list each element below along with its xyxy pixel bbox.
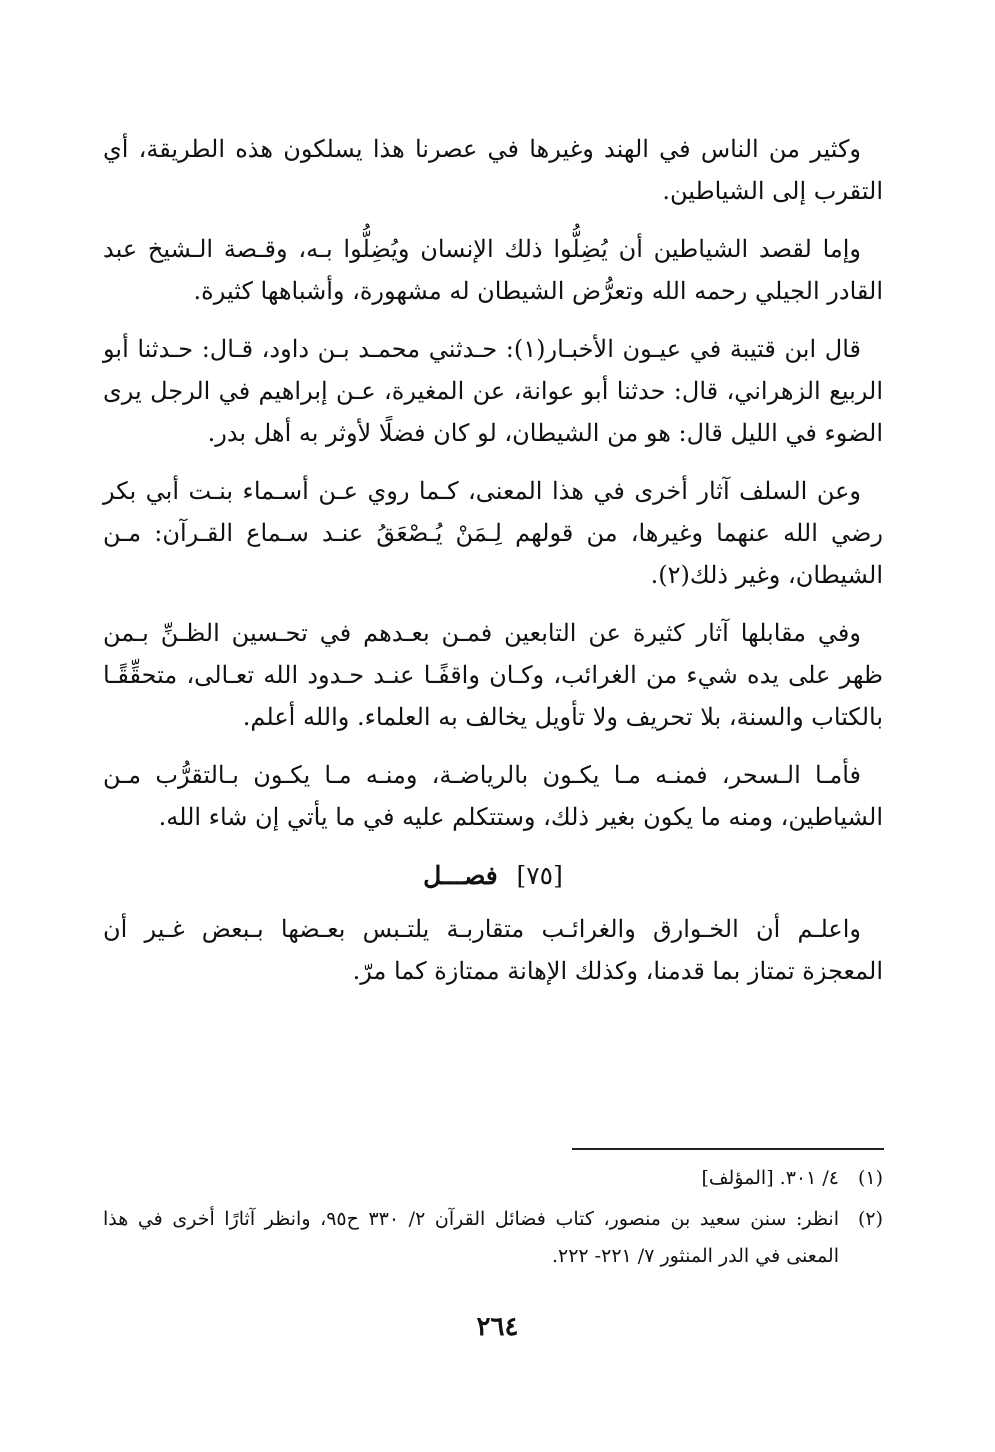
footnotes xyxy=(103,1160,883,1279)
footnote-divider xyxy=(572,1148,884,1150)
section-title: فصـــل xyxy=(423,861,498,890)
paragraph-6: فأمـا الـسحر، فمنـه مـا يكـون بالرياضـة، ومنـه مـا يكـون بـالتقرُّب مـن الشياطين، ومنه ما يكون بغير ذلك، وستتكلم عليه في ما يأتي إن شاء الله. xyxy=(103,761,883,831)
footnote-2-number: (٢) xyxy=(857,1208,883,1230)
paragraph-2: وإما لقصد الشياطين أن يُضِلُّوا ذلك الإنسان ويُضِلُّوا بـه، وقـصة الـشيخ عبد القادر الجيلي رحمه الله وتعرُّض الشيطان له مشهورة، وأشباهها كثيرة. xyxy=(103,235,883,305)
main-text xyxy=(103,128,883,1008)
paragraph-3: قال ابن قتيبة في عيـون الأخبـار(١): حـدثني محمـد بـن داود، قـال: حـدثنا أبو الربيع الزهراني، قال: حدثنا أبو عوانة، عن المغيرة، عـن إبراهيم في الرجل يرى الضوء في الليل قال: هو من الشيطان، لو كان فضلًا لأوثر به أهل بدر. xyxy=(103,335,883,447)
page-number: ٢٦٤ xyxy=(476,1312,519,1342)
paragraph-1: وكثير من الناس في الهند وغيرها في عصرنا هذا يسلكون هذه الطريقة، أي التقرب إلى الشياطين. xyxy=(103,135,883,205)
footnote-1-text: ٤/ ٣٠١. [المؤلف] xyxy=(701,1167,839,1189)
section-number: [٧٥] xyxy=(516,861,563,890)
paragraph-7: واعلـم أن الخـوارق والغرائـب متقاربـة يلتـبس بعـضها بـبعض غـير أن المعجزة تمتاز بما قدمنا، وكذلك الإهانة ممتازة كما مرّ. xyxy=(103,915,883,985)
paragraph-4: وعن السلف آثار أخرى في هذا المعنى، كـما روي عـن أسـماء بنـت أبي بكر رضي الله عنهما وغيرها، من قولهم لِـمَنْ يُـصْعَقُ عنـد سـماع القـرآن: مـن الشيطان، وغير ذلك(٢). xyxy=(103,477,883,589)
footnote-2 xyxy=(103,1201,883,1275)
footnote-1-number: (١) xyxy=(857,1167,883,1189)
footnote-1 xyxy=(103,1160,883,1197)
footnote-2-text: انظر: سنن سعيد بن منصور، كتاب فضائل القرآن ٢/ ٣٣٠ ح٩٥، وانظر آثارًا أخرى في هذا المعنى في الدر المنثور ٧/ ٢٢١- ٢٢٢. xyxy=(103,1208,839,1267)
paragraph-5: وفي مقابلها آثار كثيرة عن التابعين فمـن بعـدهم في تحـسين الظـنِّ بـمن ظهر على يده شيء من الغرائب، وكـان واقفًـا عنـد حـدود الله تعـالى، متحقِّقًـا بالكتاب والسنة، بلا تحريف ولا تأويل يخالف به العلماء. والله أعلم. xyxy=(103,619,883,731)
section-heading xyxy=(103,854,883,898)
